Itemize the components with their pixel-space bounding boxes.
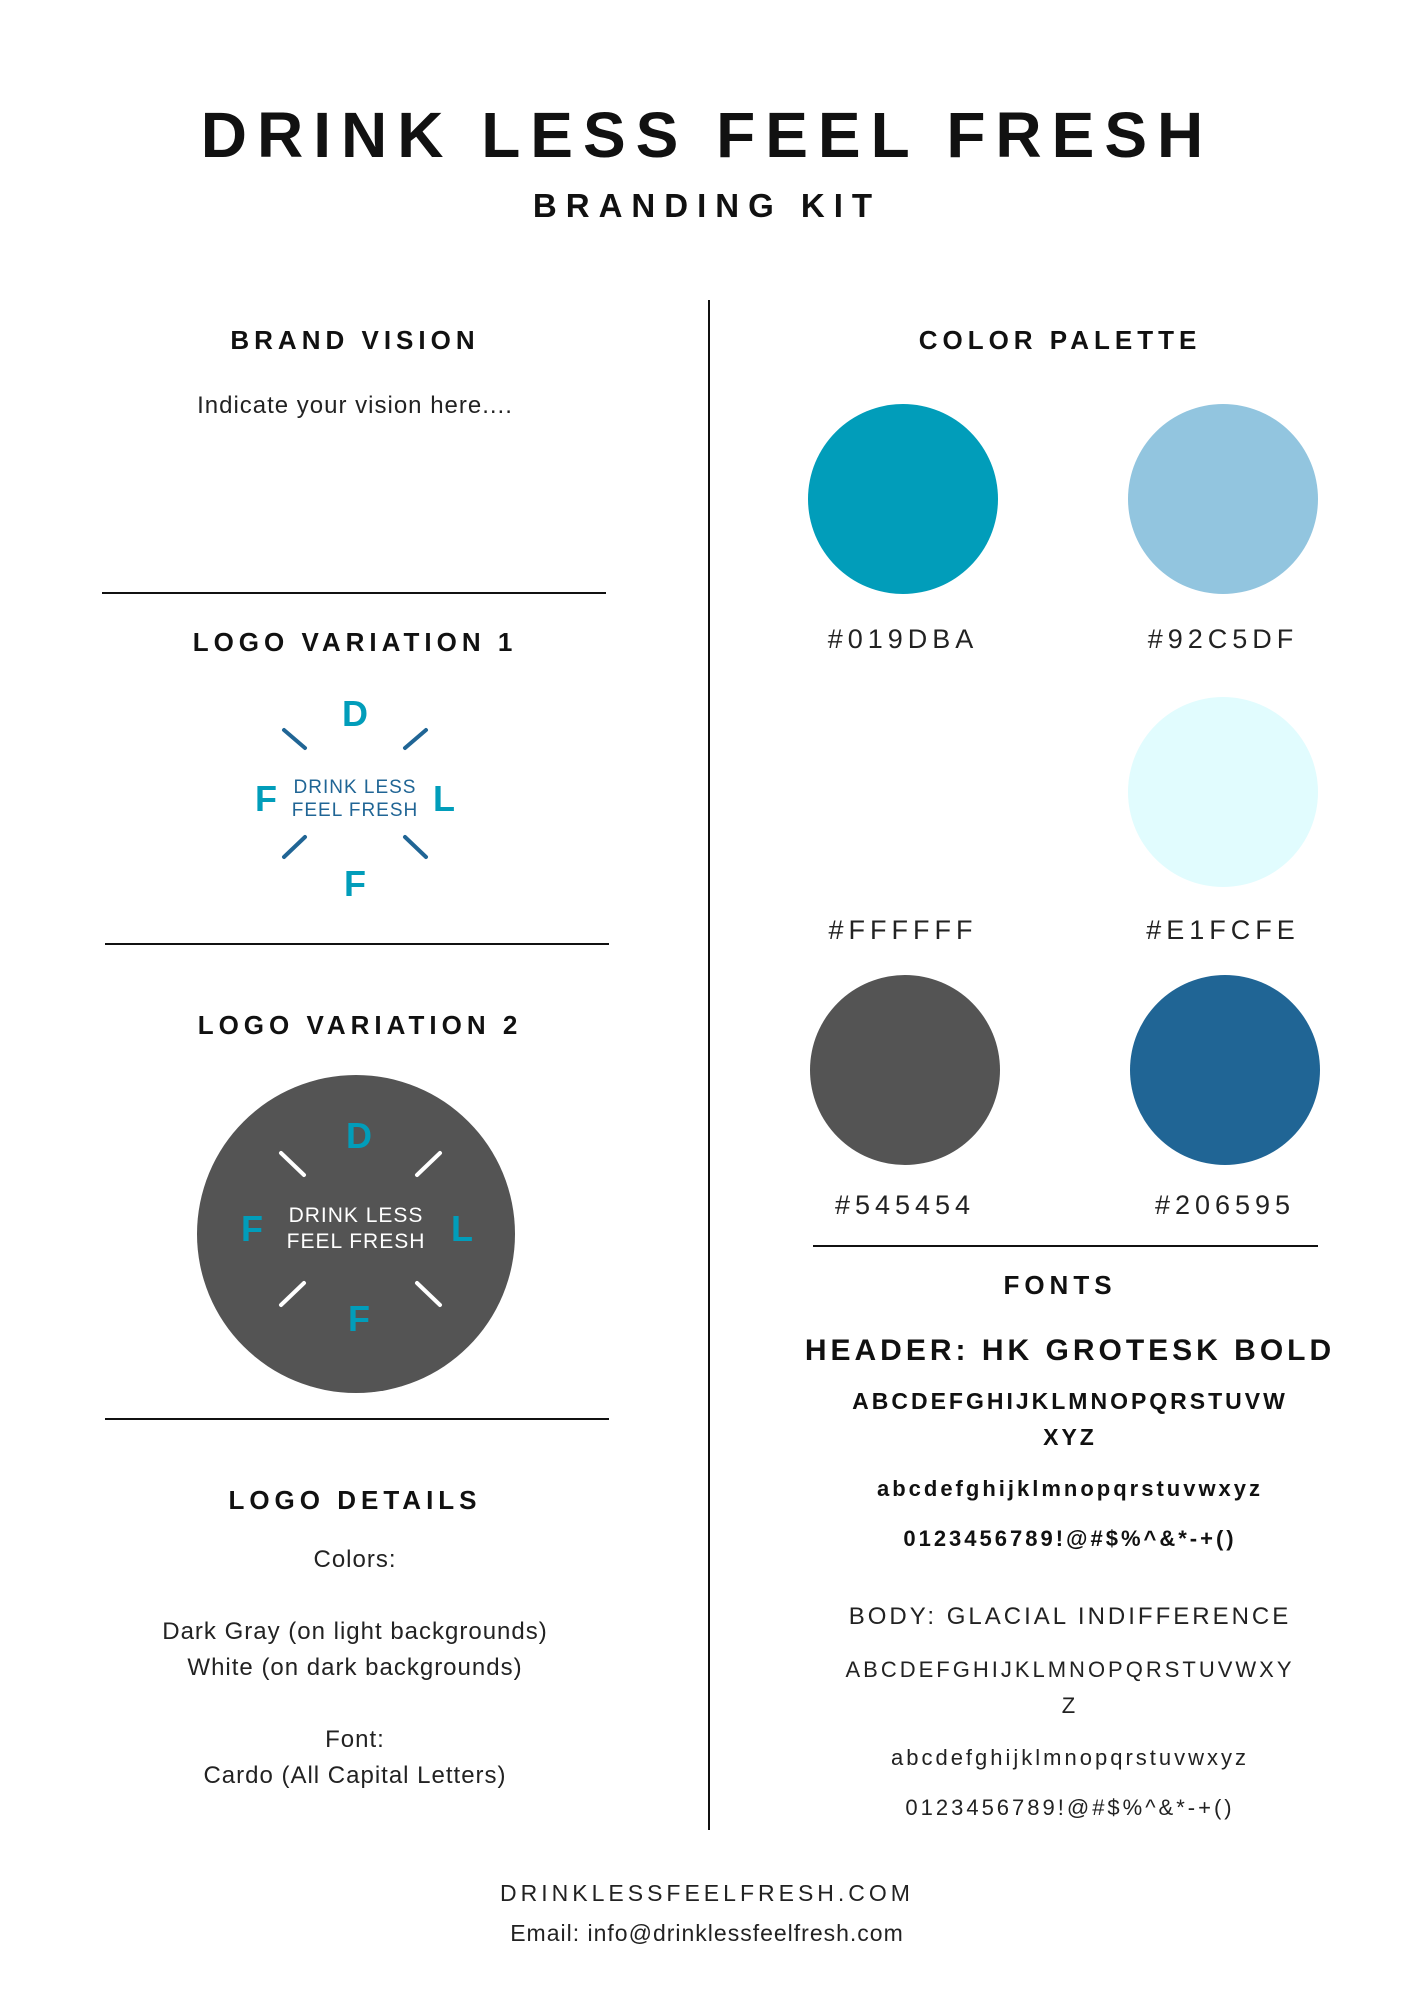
brand-vision-text: Indicate your vision here.... [197, 392, 513, 419]
logo-variation-1-heading: LOGO VARIATION 1 [192, 627, 518, 657]
logo-details-color-2: White (on dark backgrounds) [187, 1654, 523, 1681]
column-divider [708, 300, 710, 1830]
logo-details-color-1: Dark Gray (on light backgrounds) [162, 1618, 548, 1645]
swatch-white [808, 697, 998, 887]
swatch-hex-label: #92C5DF [1147, 624, 1299, 654]
logo-details-font-label: Font: [325, 1726, 385, 1753]
logo-2-letter-top: D [346, 1115, 372, 1156]
logo-1-wordmark-line2: FEEL FRESH [291, 800, 419, 821]
body-font-uppercase-line1: ABCDEFGHIJKLMNOPQRSTUVWXY [845, 1657, 1295, 1682]
swatch-light-blue [1128, 404, 1318, 594]
body-font-lowercase: abcdefghijklmnopqrstuvwxyz [890, 1745, 1250, 1770]
logo-variation-2 [197, 1075, 515, 1393]
logo-details-heading: LOGO DETAILS [228, 1485, 482, 1515]
header-font-uppercase-line2: XYZ [1043, 1424, 1097, 1450]
brand-vision-heading: BRAND VISION [230, 325, 480, 355]
logo-2-letter-right: L [451, 1208, 473, 1249]
header-font-symbols: 0123456789!@#$%^&*-+() [903, 1526, 1237, 1551]
page-title: DRINK LESS FEEL FRESH [200, 99, 1214, 171]
logo-1-letter-left: F [255, 778, 277, 819]
logo-variation-2-heading: LOGO VARIATION 2 [197, 1010, 523, 1040]
logo-1-wordmark-line1: DRINK LESS [293, 777, 417, 798]
logo-2-letter-left: F [241, 1208, 263, 1249]
color-palette-heading: COLOR PALETTE [918, 325, 1202, 355]
logo-2-wordmark-line1: DRINK LESS [288, 1204, 424, 1227]
body-font-symbols: 0123456789!@#$%^&*-+() [905, 1795, 1235, 1820]
section-divider [813, 1245, 1318, 1247]
swatch-hex-label: #019DBA [827, 624, 979, 654]
section-divider [105, 1418, 609, 1420]
logo-1-letter-top: D [342, 693, 368, 734]
swatch-navy-blue [1130, 975, 1320, 1165]
logo-1-letter-right: L [433, 778, 455, 819]
logo-2-letter-bottom: F [348, 1298, 370, 1339]
logo-1-letter-bottom: F [344, 863, 366, 904]
logo-details-colors-label: Colors: [313, 1546, 397, 1573]
header-font-uppercase-line1: ABCDEFGHIJKLMNOPQRSTUVW [852, 1388, 1288, 1414]
header-font-lowercase: abcdefghijklmnopqrstuvwxyz [876, 1476, 1264, 1501]
logo-details-font-value: Cardo (All Capital Letters) [203, 1762, 507, 1789]
swatch-hex-label: #FFFFFF [828, 915, 978, 945]
logo-variation-1 [238, 685, 472, 904]
swatch-pale-cyan [1128, 697, 1318, 887]
swatch-hex-label: #206595 [1154, 1190, 1296, 1220]
header-font-label: HEADER: HK GROTESK BOLD [804, 1334, 1336, 1367]
footer-email-link[interactable]: Email: info@drinklessfeelfresh.com [510, 1920, 904, 1946]
logo-2-wordmark-line2: FEEL FRESH [286, 1230, 426, 1253]
section-divider [102, 592, 606, 594]
footer-website-link[interactable]: DRINKLESSFEELFRESH.COM [500, 1880, 914, 1906]
logo-2-wordmark [266, 1203, 446, 1255]
body-font-label: BODY: GLACIAL INDIFFERENCE [848, 1603, 1292, 1630]
logo-1-wordmark [275, 776, 435, 822]
swatch-dark-gray [810, 975, 1000, 1165]
section-divider [105, 943, 609, 945]
swatch-hex-label: #E1FCFE [1146, 915, 1300, 945]
swatch-hex-label: #545454 [834, 1190, 976, 1220]
swatch-blue [808, 404, 998, 594]
body-font-uppercase-line2: Z [1061, 1693, 1079, 1718]
page-subtitle: BRANDING KIT [532, 187, 882, 224]
fonts-heading: FONTS [1003, 1270, 1117, 1300]
